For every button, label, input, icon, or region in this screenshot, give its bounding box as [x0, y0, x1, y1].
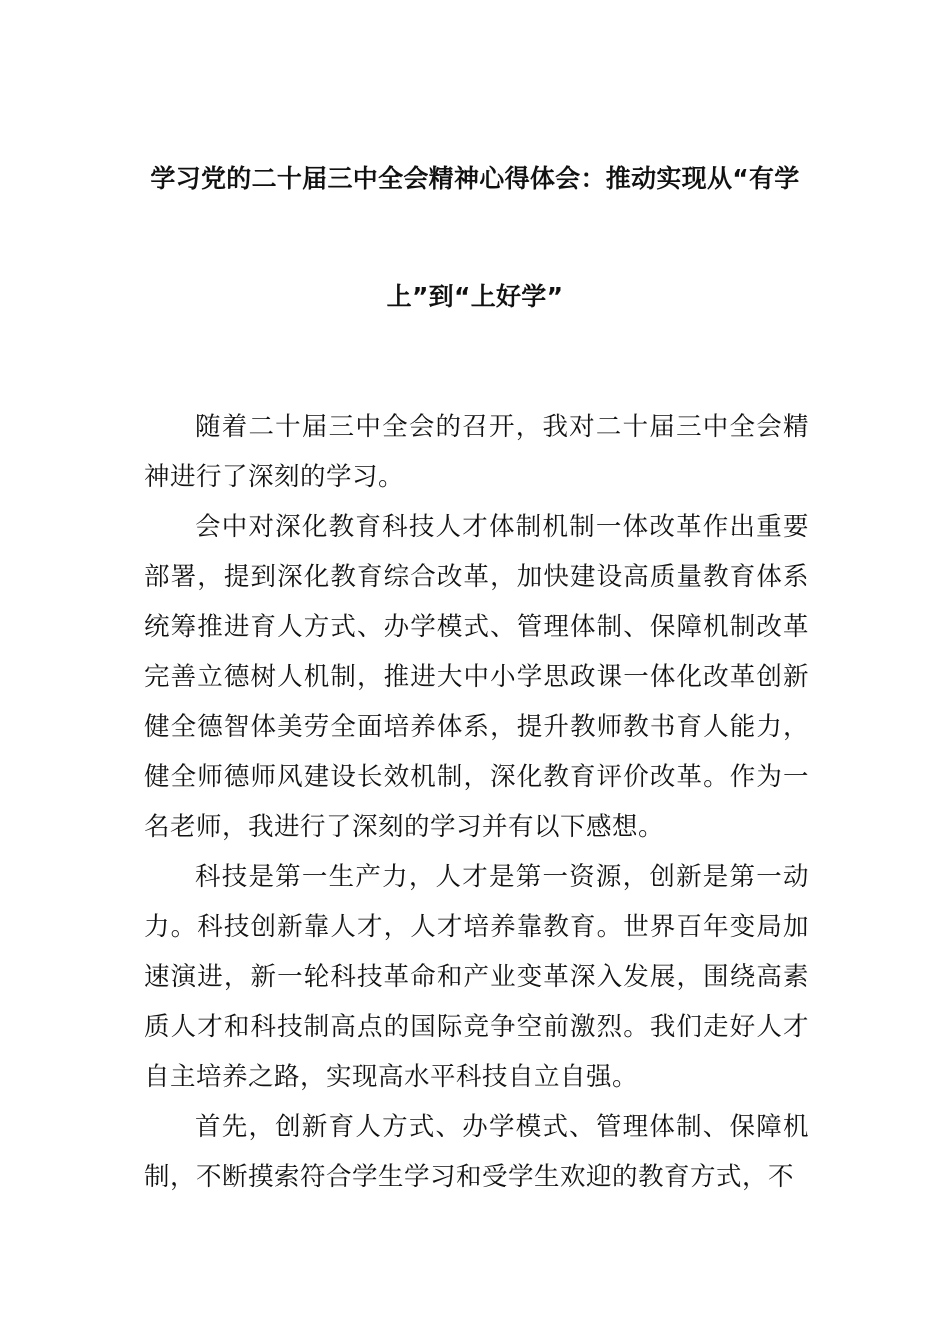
document-body: [144, 402, 809, 1202]
paragraph-2: 会中对深化教育科技人才体制机制一体改革作出重要部署，提到深化教育综合改革，加快建设高质量教育体系统筹推进育人方式、办学模式、管理体制、保障机制改革完善立德树人机制，推进大中小学思政课一体化改革创新健全德智体美劳全面培养体系，提升教师教书育人能力，健全师德师风建设长效机制，深化教育评价改革。作为一名老师，我进行了深刻的学习并有以下感想。: [144, 512, 809, 842]
paragraph-1: 随着二十届三中全会的召开，我对二十届三中全会精神进行了深刻的学习。: [144, 412, 809, 492]
document-title-line-1: 学习党的二十届三中全会精神心得体会：推动实现从“有学: [150, 164, 800, 193]
paragraph-4: 首先，创新育人方式、办学模式、管理体制、保障机制，不断摸索符合学生学习和受学生欢迎的教育方式，不: [144, 1112, 809, 1192]
paragraph-3: 科技是第一生产力，人才是第一资源，创新是第一动力。科技创新靠人才，人才培养靠教育。世界百年变局加速演进，新一轮科技革命和产业变革深入发展，围绕高素质人才和科技制高点的国际竞争空前激烈。我们走好人才自主培养之路，实现高水平科技自立自强。: [144, 862, 809, 1092]
document-title-line-2: 上”到“上好学”: [386, 282, 564, 311]
